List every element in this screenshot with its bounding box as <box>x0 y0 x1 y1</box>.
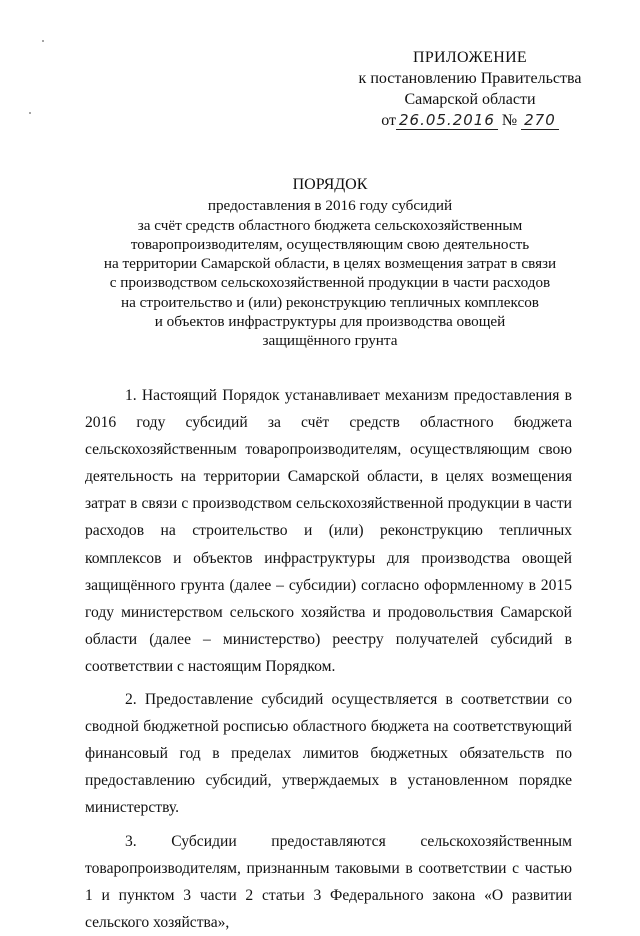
number-sign: № <box>501 112 518 129</box>
appendix-header <box>330 47 610 131</box>
paragraph-1: 1. Настоящий Порядок устанавливает механизм предоставления в 2016 году субсидий за счёт средств областного бюджета сельскохозяйственным товаропроизводителям, осуществляющим свою деятельность на территории Самарской области, в целях возмещения затрат в связи с производством сельскохозяйственной продукции в части расходов на строительство и (или) реконструкцию тепличных комплексов и объектов инфраструктуры для производства овощей защищённого грунта (далее – субсидии) согласно оформленному в 2015 году министерством сельского хозяйства и продовольствия Самарской области (далее – министерство) реестру получателей субсидий в соответствии с настоящим Порядком. <box>85 387 572 675</box>
subtitle-line: за счёт средств областного бюджета сельскохозяйственным <box>137 216 523 234</box>
subtitle-line: товаропроизводителям, осуществляющим свою деятельность <box>130 235 530 253</box>
date-prefix: от <box>381 112 396 129</box>
scan-speck <box>29 112 31 114</box>
document-title-block <box>60 175 600 351</box>
handwritten-date: 26.05.2016 <box>396 111 498 130</box>
appendix-title: ПРИЛОЖЕНИЕ <box>412 49 527 66</box>
scan-speck <box>42 40 44 42</box>
subtitle-line: защищённого грунта <box>262 332 398 350</box>
document-body <box>85 382 572 936</box>
subtitle-line: с производством сельскохозяйственной продукции в части расходов <box>109 274 551 292</box>
document-heading: ПОРЯДОК <box>292 176 368 193</box>
appendix-dateline <box>330 110 610 131</box>
subtitle-line: и объектов инфраструктуры для производства овощей <box>154 313 506 331</box>
handwritten-number: 270 <box>521 111 559 130</box>
subtitle-line: на территории Самарской области, в целях возмещения затрат в связи <box>103 255 557 273</box>
appendix-line-1: к постановлению Правительства <box>358 70 582 87</box>
paragraph-2: 2. Предоставление субсидий осуществляется в соответствии со сводной бюджетной росписью областного бюджета на соответствующий финансовый год в пределах лимитов бюджетных обязательств по предоставлению субсидий, утверждаемых в установленном порядке министерству. <box>85 691 572 817</box>
paragraph-3: 3. Субсидии предоставляются сельскохозяйственным товаропроизводителям, признанным таковыми в соответствии с частью 1 и пунктом 3 части 2 статьи 3 Федерального закона «О развитии сельского хозяйства», <box>85 832 572 931</box>
subtitle-line: предоставления в 2016 году субсидий <box>207 197 453 215</box>
appendix-line-2: Самарской области <box>404 91 536 108</box>
subtitle-line: на строительство и (или) реконструкцию тепличных комплексов <box>121 293 539 311</box>
